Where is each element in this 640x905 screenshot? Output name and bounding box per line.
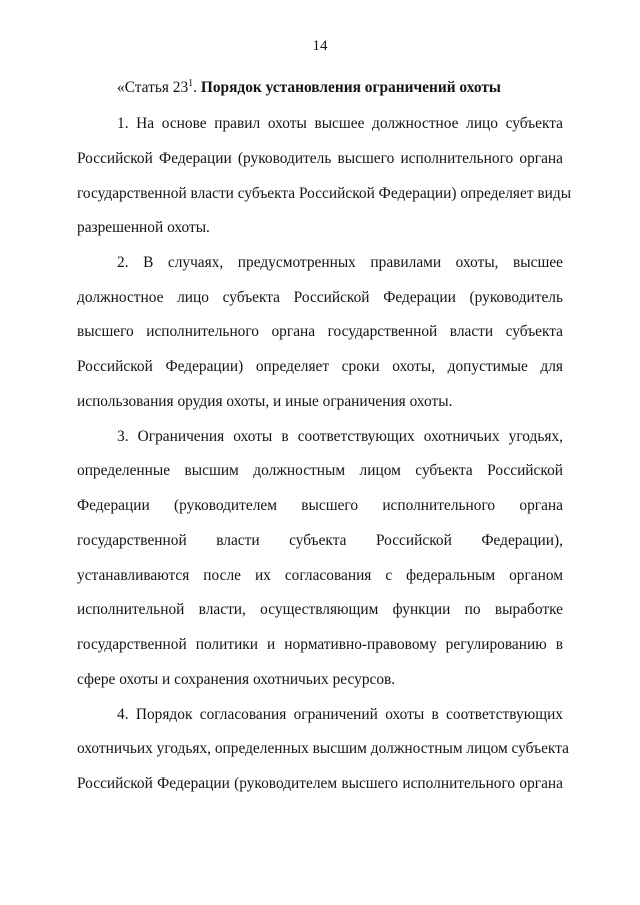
paragraph-line: использования орудия охоты, и иные ограничения охоты. [77,393,453,410]
paragraph-line: Федерации (руководителем высшего исполнительного органа [77,497,563,514]
paragraph-line: Российской Федерации (руководитель высшего исполнительного органа [77,150,563,167]
page-number: 14 [312,38,328,54]
paragraph-line: 2. В случаях, предусмотренных правилами охоты, высшее [117,254,563,271]
paragraph-line: определенные высшим должностным лицом субъекта Российской [77,462,563,479]
paragraph-line: 4. Порядок согласования ограничений охоты в соответствующих [117,706,563,723]
paragraph-line: должностное лицо субъекта Российской Федерации (руководитель [77,289,563,306]
paragraph-line: исполнительной власти, осуществляющим функции по выработке [77,601,563,618]
paragraph-line: 1. На основе правил охоты высшее должностное лицо субъекта [117,115,563,132]
paragraph-line: устанавливаются после их согласования с федеральным органом [77,567,563,584]
paragraph-line: охотничьих угодьях, определенных высшим должностным лицом субъекта [77,740,569,757]
article-title: Порядок установления ограничений охоты [200,79,501,96]
paragraph-line: государственной власти субъекта Российской Федерации), [77,532,563,549]
article-heading [117,79,501,97]
article-prefix: «Статья 23 [117,79,189,96]
paragraph-line: сфере охоты и сохранения охотничьих ресурсов. [77,671,396,688]
paragraph-line: высшего исполнительного органа государственной власти субъекта [77,323,563,340]
paragraph-line: разрешенной охоты. [77,219,210,236]
paragraph-line: 3. Ограничения охоты в соответствующих охотничьих угодьях, [117,428,563,445]
paragraph-line: Российской Федерации (руководителем высшего исполнительного органа [77,775,563,792]
article-superscript: 1 [188,78,194,89]
article-dot: . [193,79,201,96]
paragraph-line: государственной политики и нормативно-правовому регулированию в [77,636,563,653]
paragraph-line: Российской Федерации) определяет сроки охоты, допустимые для [77,358,563,375]
paragraph-line: государственной власти субъекта Российской Федерации) определяет виды [77,185,572,202]
